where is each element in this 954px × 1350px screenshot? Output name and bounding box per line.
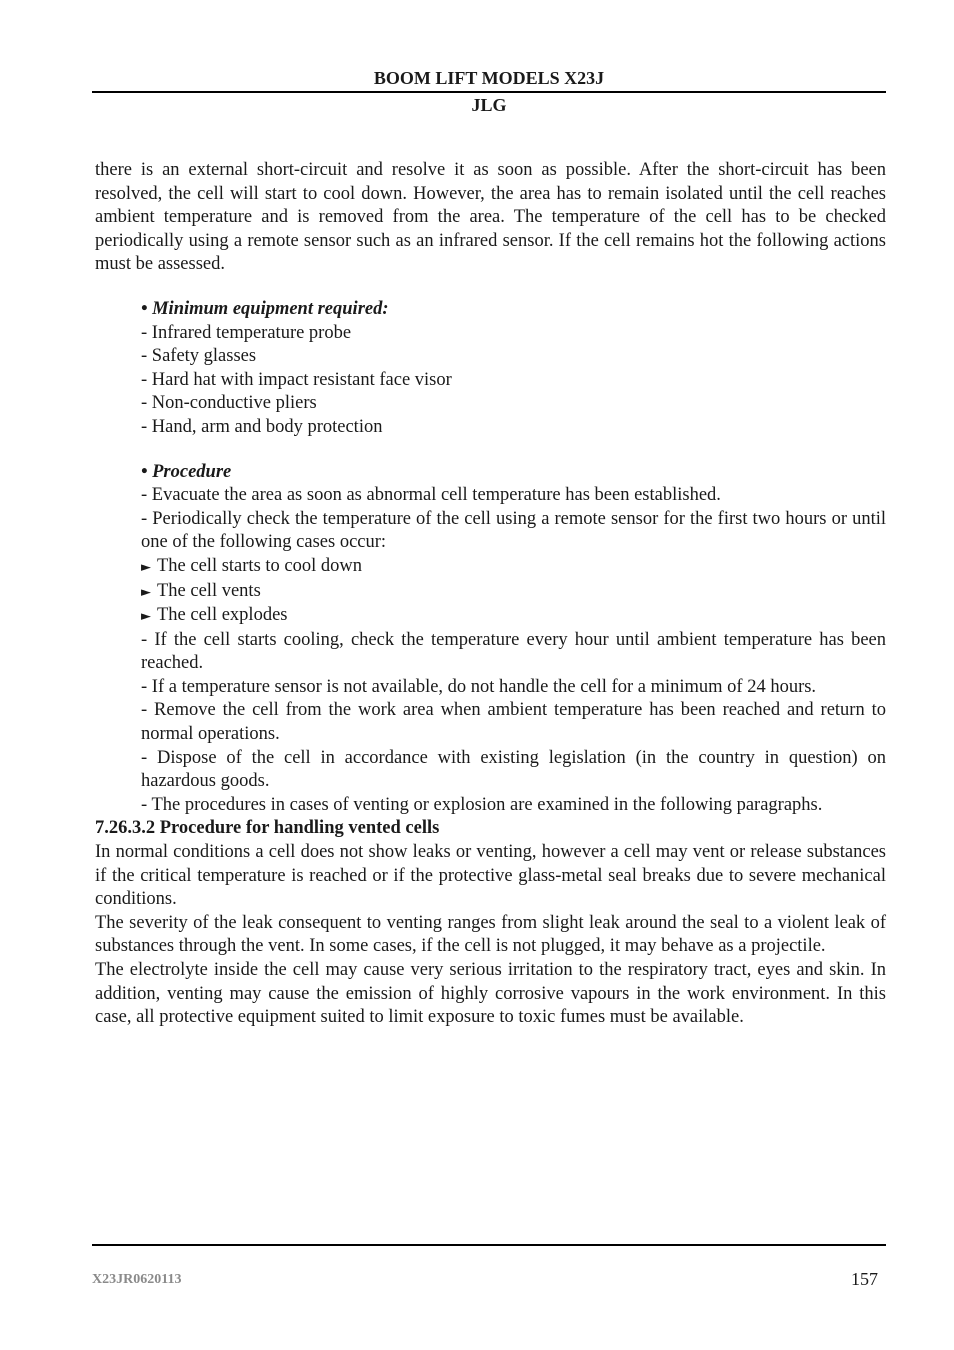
equipment-item: - Hard hat with impact resistant face visor [141, 369, 452, 390]
procedure-step: - Evacuate the area as soon as abnormal cell temperature has been established. [141, 485, 721, 506]
section-heading: 7.26.3.2 Procedure for handling vented cells [95, 818, 440, 839]
arrow-icon: ► [141, 609, 151, 625]
section-paragraph: In normal conditions a cell does not show leaks or venting, however a cell may vent or release substances if the critical temperature is reached or if the protective glass-metal seal breaks due to severe mechanical conditions. [95, 842, 886, 910]
procedure-step: - Remove the cell from the work area when ambient temperature has been reached and return to normal operations. [141, 700, 886, 745]
header-divider [92, 91, 886, 93]
procedure-case-label: The cell vents [157, 580, 261, 601]
document-code: X23JR0620113 [92, 1272, 182, 1287]
page-header-brand: JLG [471, 95, 507, 115]
equipment-item: - Non-conductive pliers [141, 393, 317, 414]
procedure-case [141, 580, 886, 605]
procedure-case-label: The cell explodes [157, 605, 288, 626]
procedure-step: - If the cell starts cooling, check the temperature every hour until ambient temperature has been reached. [141, 629, 886, 674]
arrow-icon: ► [141, 559, 151, 575]
procedure-step: - Dispose of the cell in accordance with existing legislation (in the country in question) on hazardous goods. [141, 747, 886, 792]
procedure-case-label: The cell starts to cool down [157, 555, 362, 576]
equipment-block [141, 298, 886, 440]
procedure-step: - If a temperature sensor is not available, do not handle the cell for a minimum of 24 hours. [141, 676, 817, 697]
section-paragraph: The electrolyte inside the cell may cause very serious irritation to the respiratory tract, eyes and skin. In addition, venting may cause the emission of highly corrosive vapours in the work environment. In this case, all protective equipment suited to limit exposure to toxic fumes must be available. [95, 960, 886, 1028]
page-number: 157 [851, 1269, 878, 1289]
procedure-step: - Periodically check the temperature of the cell using a remote sensor for the first two hours or until one of the following cases occur: [141, 508, 886, 553]
arrow-icon: ► [141, 584, 151, 600]
procedure-case [141, 555, 886, 580]
section-paragraph: The severity of the leak consequent to venting ranges from slight leak around the seal to a violent leak of substances through the vent. In some cases, if the cell is not plugged, it may behave as a projectile. [95, 912, 886, 957]
procedure-step: - The procedures in cases of venting or explosion are examined in the following paragraphs. [141, 794, 823, 815]
procedure-block [141, 461, 886, 818]
procedure-case [141, 604, 886, 629]
page-content [95, 159, 886, 1030]
equipment-item: - Infrared temperature probe [141, 322, 352, 343]
equipment-item: - Hand, arm and body protection [141, 416, 383, 437]
procedure-heading: • Procedure [141, 461, 232, 482]
intro-paragraph: there is an external short-circuit and resolve it as soon as possible. After the short-circuit has been resolved, the cell will start to cool down. However, the area has to remain isolated until the cell reaches ambient temperature and is removed from the area. The temperature of the cell has to be checked periodically using a remote sensor such as an infrared sensor. If the cell remains hot the following actions must be assessed. [95, 160, 886, 275]
equipment-item: - Safety glasses [141, 346, 257, 367]
page-header-title: BOOM LIFT MODELS X23J [373, 68, 605, 88]
footer-divider [92, 1244, 886, 1246]
equipment-heading: • Minimum equipment required: [141, 298, 389, 319]
